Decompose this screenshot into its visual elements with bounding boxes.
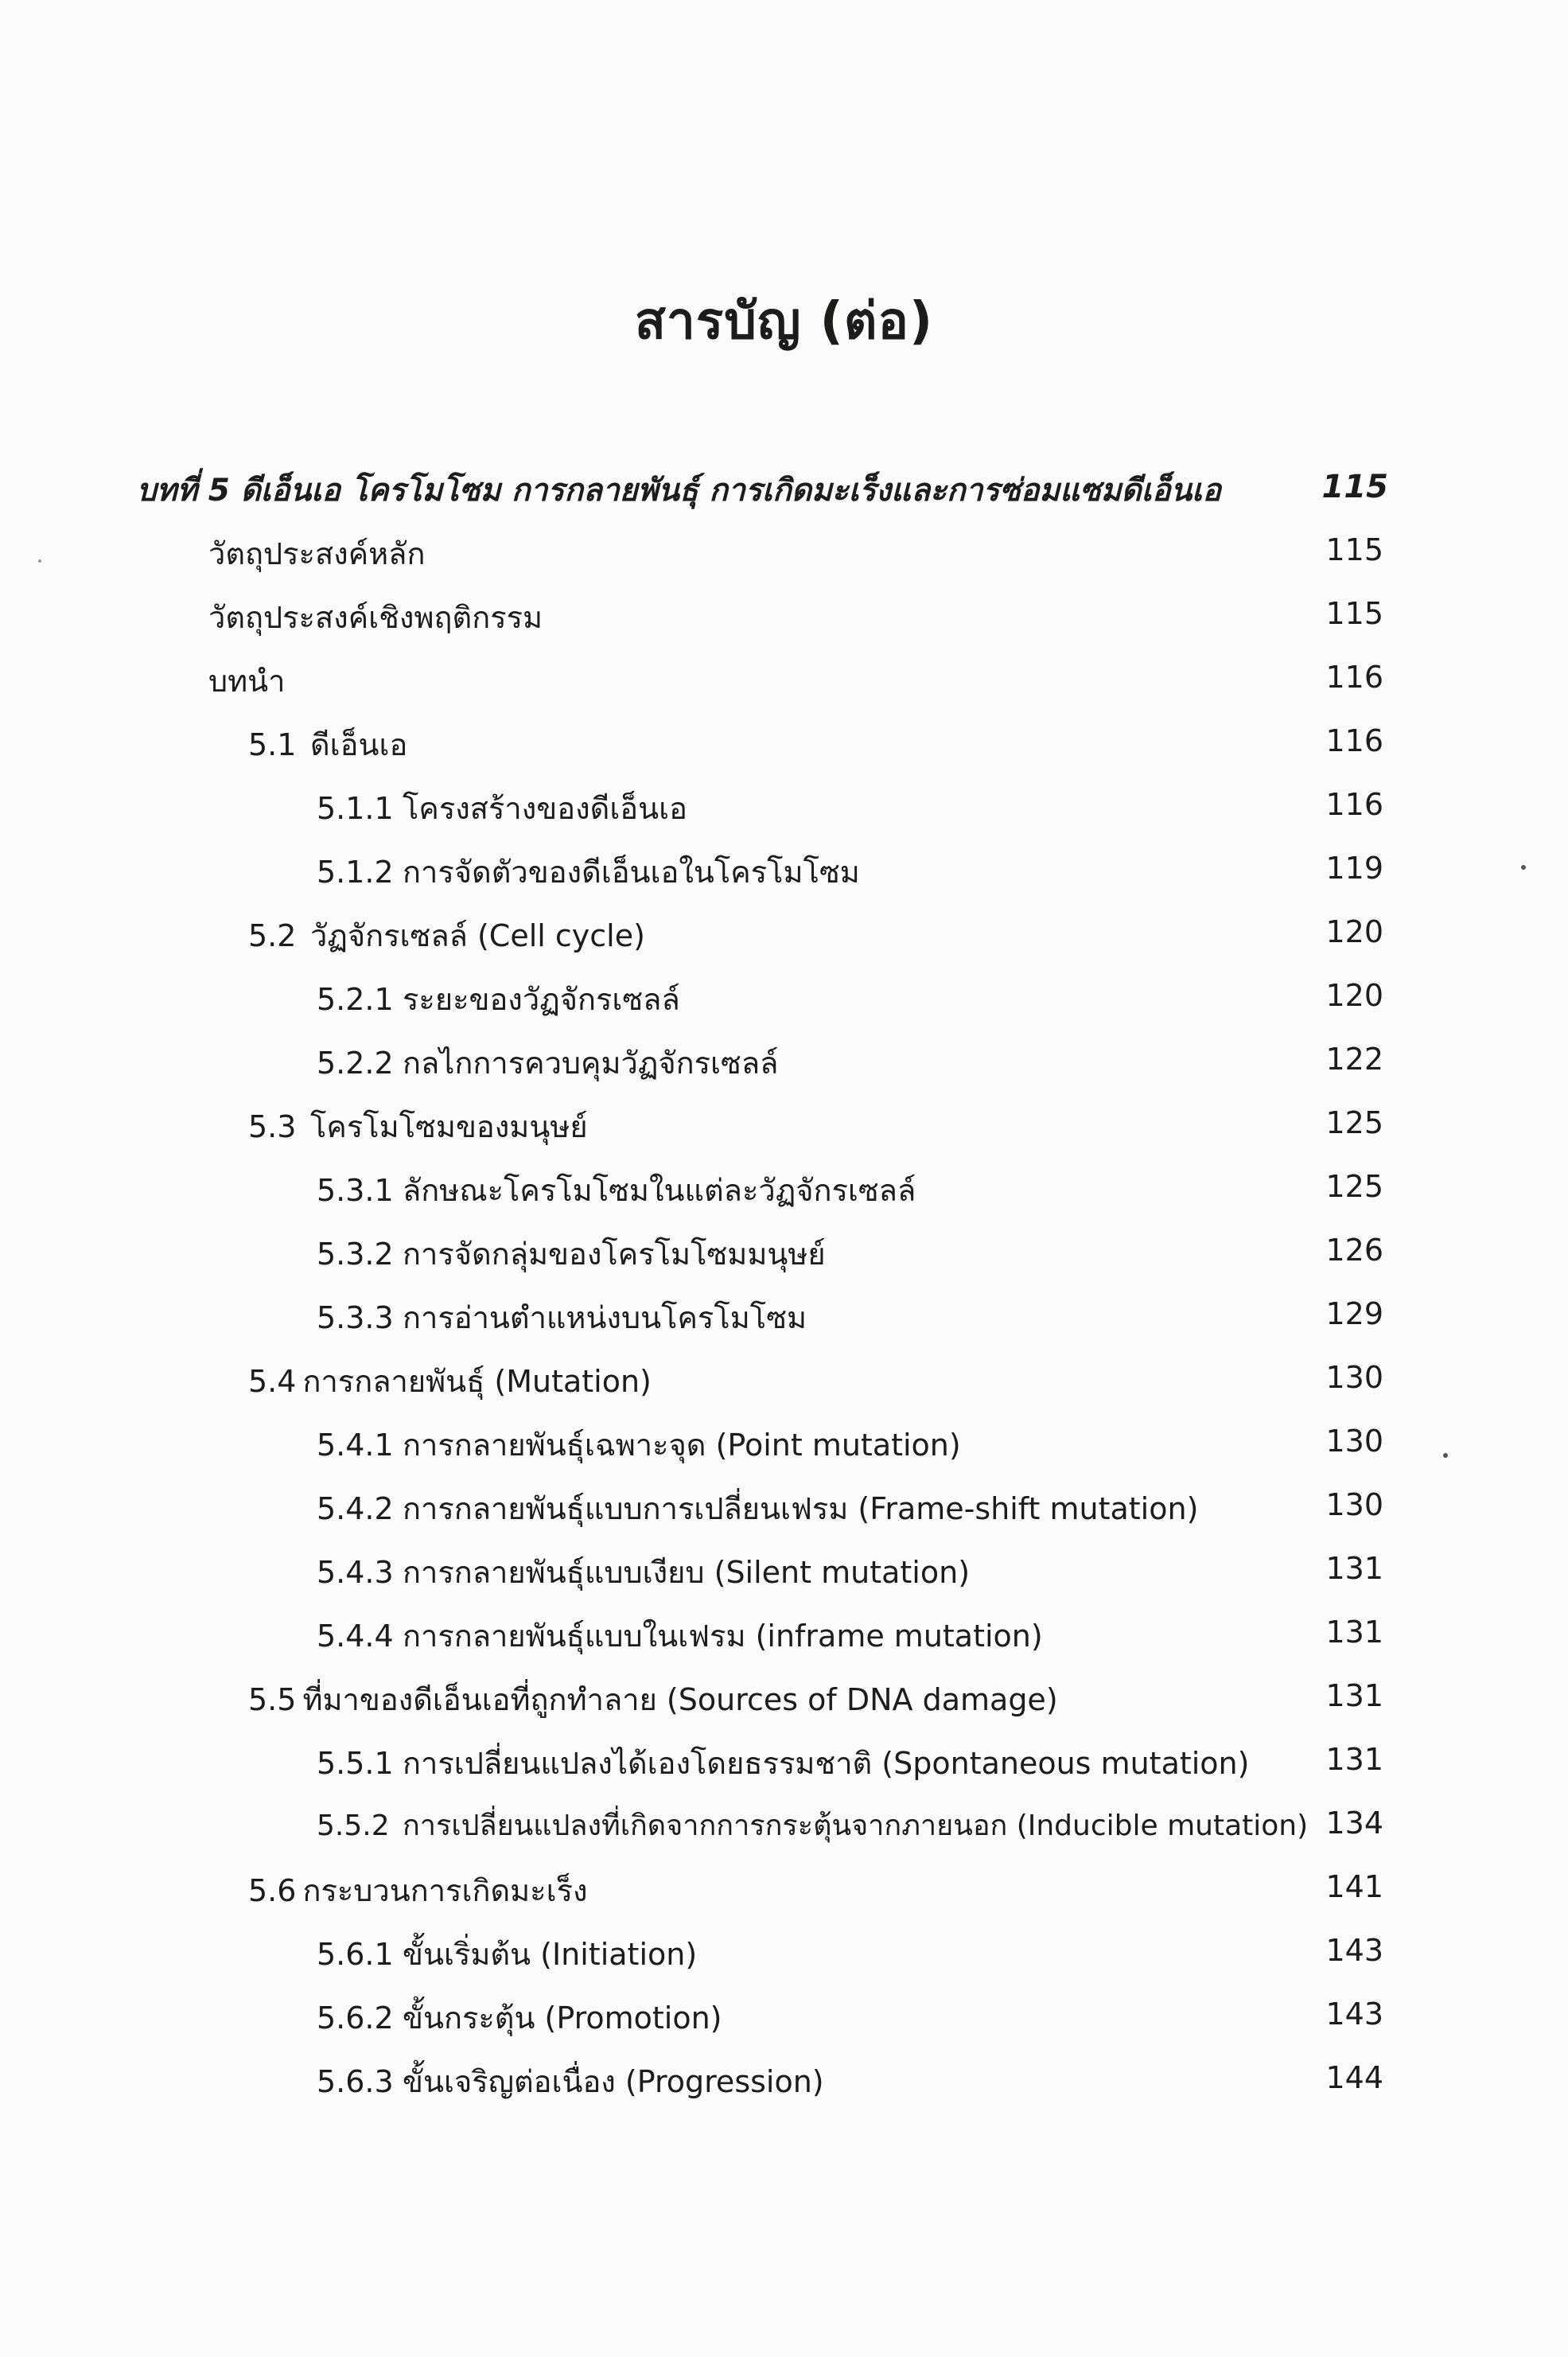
toc-entry-number: 5.2.1 (317, 982, 394, 1017)
toc-entry-number: 5.2.2 (317, 1046, 394, 1081)
toc-entry-page: 131 (1325, 1678, 1383, 1713)
toc-section-5-5[interactable] (0, 1667, 1568, 1731)
toc-entry-number: 5.4.4 (317, 1619, 394, 1654)
toc-subsection-5-5-2[interactable] (0, 1794, 1568, 1858)
toc-entry-number: 5.4.1 (317, 1428, 394, 1463)
toc-entry-page: 129 (1325, 1296, 1383, 1331)
scan-speck (1521, 865, 1526, 870)
toc-entry-number: 5.6.3 (317, 2064, 394, 2099)
toc-entry-label (317, 847, 860, 896)
toc-entry-number: 5.3.3 (317, 1300, 394, 1335)
toc-chapter-5[interactable] (0, 458, 1568, 521)
toc-entry-label (317, 1229, 826, 1278)
toc-entry-title: วัตถุประสงค์หลัก (208, 536, 426, 571)
toc-entry-title: การกลายพันธุ์เฉพาะจุด (Point mutation) (403, 1428, 961, 1463)
toc-entry-title: การเปลี่ยนแปลงที่เกิดจากการกระตุ้นจากภายนอก (Inducible mutation) (403, 1810, 1309, 1842)
toc-entry-label (317, 784, 687, 832)
toc-entry-number: 5.1.2 (317, 855, 394, 890)
toc-entry-label (248, 1357, 652, 1405)
toc-subsection-5-3-1[interactable] (0, 1158, 1568, 1221)
toc-entry-title: การกลายพันธุ์แบบการเปลี่ยนเฟรม (Frame-shift mutation) (403, 1491, 1199, 1526)
toc-subsection-5-1-1[interactable] (0, 776, 1568, 840)
toc-entry-title: บทนำ (208, 664, 286, 699)
toc-entry-page: 116 (1325, 787, 1383, 822)
toc-entry-label (317, 1611, 1043, 1660)
toc-subsection-5-3-3[interactable] (0, 1285, 1568, 1349)
toc-subsection-5-1-2[interactable] (0, 840, 1568, 903)
toc-entry-number: 5.3 (248, 1109, 297, 1144)
toc-subsection-5-4-4[interactable] (0, 1603, 1568, 1667)
toc-entry-page: 115 (1325, 532, 1383, 567)
toc-entry-number: 5.3.2 (317, 1237, 394, 1272)
toc-entry-label (317, 1166, 916, 1214)
toc-entry-page: 120 (1325, 978, 1383, 1013)
toc-entry-label (317, 1420, 961, 1469)
toc-entry-page: 143 (1325, 1933, 1383, 1968)
toc-entry-title: ขั้นเริ่มต้น (Initiation) (403, 1937, 698, 1972)
toc-entry-title: การจัดกลุ่มของโครโมโซมมนุษย์ (403, 1237, 826, 1272)
toc-entry-title: การกลายพันธุ์ (Mutation) (302, 1364, 652, 1399)
toc-subsection-5-4-2[interactable] (0, 1476, 1568, 1540)
toc-entry-number: 5.1 (248, 727, 297, 762)
toc-entry-page: 125 (1325, 1169, 1383, 1204)
toc-entry-page: 131 (1325, 1551, 1383, 1586)
toc-entry-title: ระยะของวัฏจักรเซลล์ (403, 982, 680, 1017)
toc-entry-label (137, 466, 1221, 515)
toc-entry-page: 125 (1325, 1105, 1383, 1140)
scan-speck (38, 559, 41, 563)
toc-entry-page: 126 (1325, 1233, 1383, 1268)
toc-entry-page: 116 (1325, 660, 1383, 695)
toc-section-5-6[interactable] (0, 1858, 1568, 1922)
toc-entry-label (248, 1675, 1058, 1724)
toc-subsection-5-6-2[interactable] (0, 1985, 1568, 2049)
toc-subsection-5-6-1[interactable] (0, 1922, 1568, 1985)
toc-entry-label (248, 1866, 588, 1915)
toc-subsection-5-4-3[interactable] (0, 1540, 1568, 1603)
toc-entry-number: 5.4.3 (317, 1555, 394, 1590)
toc-entry-title: การกลายพันธุ์แบบเงียบ (Silent mutation) (403, 1555, 971, 1590)
toc-entry-number: 5.5.1 (317, 1746, 394, 1781)
toc-entry-title: กลไกการควบคุมวัฏจักรเซลล์ (403, 1046, 779, 1081)
toc-entry-title: วัตถุประสงค์เชิงพฤติกรรม (208, 600, 543, 635)
toc-entry-number: 5.6 (248, 1873, 297, 1908)
toc-entry-page: 130 (1325, 1360, 1383, 1395)
toc-entry-label (317, 1739, 1249, 1787)
toc-entry-page: 122 (1325, 1042, 1383, 1077)
toc-entry-title: การอ่านตำแหน่งบนโครโมโซม (403, 1300, 807, 1335)
toc-entry-title: การจัดตัวของดีเอ็นเอในโครโมโซม (403, 855, 860, 890)
toc-entry-page: 120 (1325, 914, 1383, 949)
toc-subsection-5-5-1[interactable] (0, 1731, 1568, 1794)
toc-entry-number: 5.3.1 (317, 1173, 394, 1208)
toc-entry-title: การเปลี่ยนแปลงได้เองโดยธรรมชาติ (Spontaneous mutation) (403, 1746, 1250, 1781)
scan-speck (1443, 1453, 1448, 1458)
toc-entry-title: กระบวนการเกิดมะเร็ง (302, 1873, 588, 1908)
table-of-contents (0, 458, 1568, 2208)
toc-entry-number: 5.4 (248, 1364, 297, 1399)
toc-entry-page: 143 (1325, 1997, 1383, 2032)
toc-entry-page: 141 (1325, 1869, 1383, 1904)
toc-subsection-5-6-3[interactable] (0, 2049, 1568, 2113)
toc-entry-title: โครงสร้างของดีเอ็นเอ (403, 791, 687, 826)
toc-entry-label (317, 1548, 970, 1596)
toc-entry-number: 5.5.2 (317, 1810, 390, 1842)
toc-entry-number: 5.6.1 (317, 1937, 394, 1972)
toc-entry-page: 130 (1325, 1487, 1383, 1522)
toc-section-5-4[interactable] (0, 1349, 1568, 1412)
toc-entry-title: ดีเอ็นเอ (310, 727, 408, 762)
toc-entry-page: 134 (1325, 1806, 1383, 1841)
toc-entry-title: โครโมโซมของมนุษย์ (310, 1109, 588, 1144)
toc-entry-page: 144 (1325, 2060, 1383, 2095)
toc-entry-title: ขั้นกระตุ้น (Promotion) (403, 2001, 722, 2036)
toc-entry-title: ขั้นเจริญต่อเนื่อง (Progression) (403, 2064, 824, 2099)
toc-entry-introduction[interactable] (0, 649, 1568, 712)
toc-entry-label (248, 720, 407, 769)
toc-entry-page: 131 (1325, 1742, 1383, 1777)
toc-section-5-2[interactable] (0, 903, 1568, 967)
toc-entry-number: 5.6.2 (317, 2001, 394, 2036)
toc-entry-title: ที่มาของดีเอ็นเอที่ถูกทำลาย (Sources of DNA damage) (302, 1682, 1058, 1717)
toc-entry-title: วัฏจักรเซลล์ (Cell cycle) (310, 918, 645, 953)
toc-section-5-1[interactable] (0, 712, 1568, 776)
toc-subsection-5-4-1[interactable] (0, 1412, 1568, 1476)
toc-subsection-5-2-1[interactable] (0, 967, 1568, 1030)
page-title: สารบัญ (ต่อ) (634, 292, 934, 351)
toc-entry-label (317, 1293, 807, 1342)
toc-section-5-3[interactable] (0, 1094, 1568, 1158)
toc-entry-number: 5.4.2 (317, 1491, 394, 1526)
toc-entry-label (248, 1102, 588, 1151)
toc-entry-label (317, 1802, 1308, 1848)
toc-entry-page: 115 (1321, 469, 1388, 505)
toc-entry-page: 119 (1325, 851, 1383, 886)
toc-entry-page: 131 (1325, 1615, 1383, 1650)
toc-entry-label (317, 1038, 778, 1087)
toc-entry-page: 116 (1325, 723, 1383, 758)
toc-subsection-5-2-2[interactable] (0, 1030, 1568, 1094)
toc-entry-title: ลักษณะโครโมโซมในแต่ละวัฏจักรเซลล์ (403, 1173, 916, 1208)
toc-entry-behavioral-objectives[interactable] (0, 585, 1568, 649)
toc-entry-label (317, 1484, 1198, 1533)
toc-entry-number: 5.2 (248, 918, 297, 953)
toc-entry-label (248, 911, 645, 960)
toc-entry-number: บทที่ 5 (137, 473, 230, 508)
toc-entry-number: 5.1.1 (317, 791, 394, 826)
toc-entry-label (317, 1930, 697, 1978)
toc-subsection-5-3-2[interactable] (0, 1221, 1568, 1285)
toc-entry-label (317, 975, 680, 1023)
toc-entry-page: 130 (1325, 1424, 1383, 1459)
toc-entry-label (317, 1993, 722, 2042)
toc-entry-page: 115 (1325, 596, 1383, 631)
toc-entry-main-objectives[interactable] (0, 521, 1568, 585)
toc-entry-title: ดีเอ็นเอ โครโมโซม การกลายพันธุ์ การเกิดมะเร็งและการซ่อมแซมดีเอ็นเอ (240, 473, 1221, 508)
toc-entry-title: การกลายพันธุ์แบบในเฟรม (inframe mutation) (403, 1619, 1043, 1654)
toc-entry-number: 5.5 (248, 1682, 297, 1717)
toc-entry-label (317, 2057, 824, 2106)
